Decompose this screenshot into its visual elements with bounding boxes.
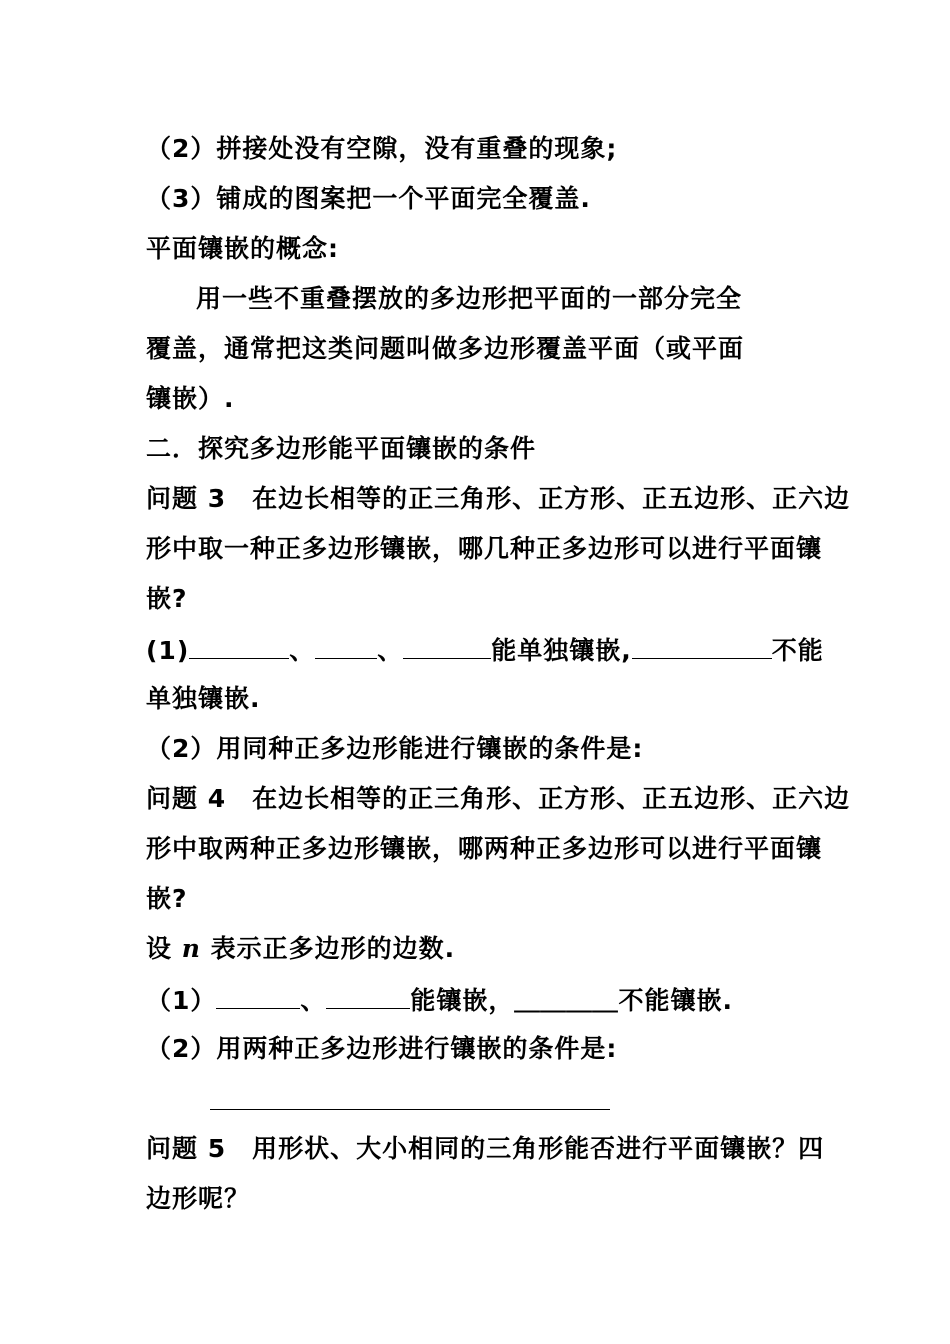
question-3-line-2: 形中取一种正多边形镶嵌，哪几种正多边形可以进行平面镶: [146, 534, 823, 563]
dashed-blank[interactable]: ＿＿＿＿: [514, 986, 619, 1015]
separator: 、: [377, 636, 404, 665]
question-4-line-1: 问题 4 在边长相等的正三角形、正方形、正五边形、正六边: [146, 784, 851, 813]
can-tile-label: 能单独镶嵌,: [491, 636, 632, 665]
question-3-line-1: 问题 3 在边长相等的正三角形、正方形、正五边形、正六边: [146, 484, 851, 513]
concept-paragraph-line-3: 镶嵌）.: [146, 384, 235, 413]
cannot-label: 不能: [771, 636, 824, 665]
concept-paragraph-line-2: 覆盖，通常把这类问题叫做多边形覆盖平面（或平面: [146, 334, 745, 363]
answer-blank-2[interactable]: [315, 634, 377, 659]
answer-blank-4[interactable]: [632, 634, 772, 659]
answer-blank-1[interactable]: [189, 634, 289, 659]
question-3-fill-in-continuation: 单独镶嵌.: [146, 684, 261, 713]
variable-prefix: 设: [146, 934, 182, 963]
same-polygon-condition-text: （2）用同种正多边形能进行镶嵌的条件是:: [146, 734, 644, 763]
condition-3-text: （3）铺成的图案把一个平面完全覆盖.: [146, 184, 591, 213]
question-4-line-3: 嵌?: [146, 884, 188, 913]
answer-blank-3[interactable]: [403, 634, 491, 659]
question-4-line-2: 形中取两种正多边形镶嵌，哪两种正多边形可以进行平面镶: [146, 834, 823, 863]
cannot-tile-label: 不能镶嵌.: [618, 986, 733, 1015]
section-two-heading: 二．探究多边形能平面镶嵌的条件: [146, 434, 537, 463]
can-tile-label: 能镶嵌，: [410, 986, 515, 1015]
question-5-line-2: 边形呢？: [146, 1184, 251, 1213]
variable-definition-line: [146, 934, 455, 964]
question-4-fill-in-line: [146, 984, 733, 1016]
two-polygon-condition-text: （2）用两种正多边形进行镶嵌的条件是:: [146, 1034, 618, 1063]
condition-2-text: （2）拼接处没有空隙，没有重叠的现象;: [146, 134, 618, 163]
variable-suffix: 表示正多边形的边数.: [200, 934, 456, 963]
dashed-answer-line[interactable]: ＿＿＿＿＿＿＿＿＿＿＿＿＿＿＿＿: [210, 1084, 611, 1113]
question-5-line-1: 问题 5 用形状、大小相同的三角形能否进行平面镶嵌？四: [146, 1134, 825, 1163]
item-1-label: （1）: [146, 986, 217, 1015]
question-3-line-3: 嵌?: [146, 584, 188, 613]
question-3-fill-in-line: [146, 634, 824, 666]
separator: 、: [300, 986, 327, 1015]
concept-heading: 平面镶嵌的概念:: [146, 234, 339, 263]
item-1-label: (1): [146, 636, 190, 665]
separator: 、: [289, 636, 316, 665]
answer-blank-5[interactable]: [216, 984, 300, 1009]
concept-paragraph-line-1: 用一些不重叠摆放的多边形把平面的一部分完全: [196, 284, 743, 313]
answer-blank-6[interactable]: [326, 984, 410, 1009]
variable-n: n: [181, 934, 201, 963]
